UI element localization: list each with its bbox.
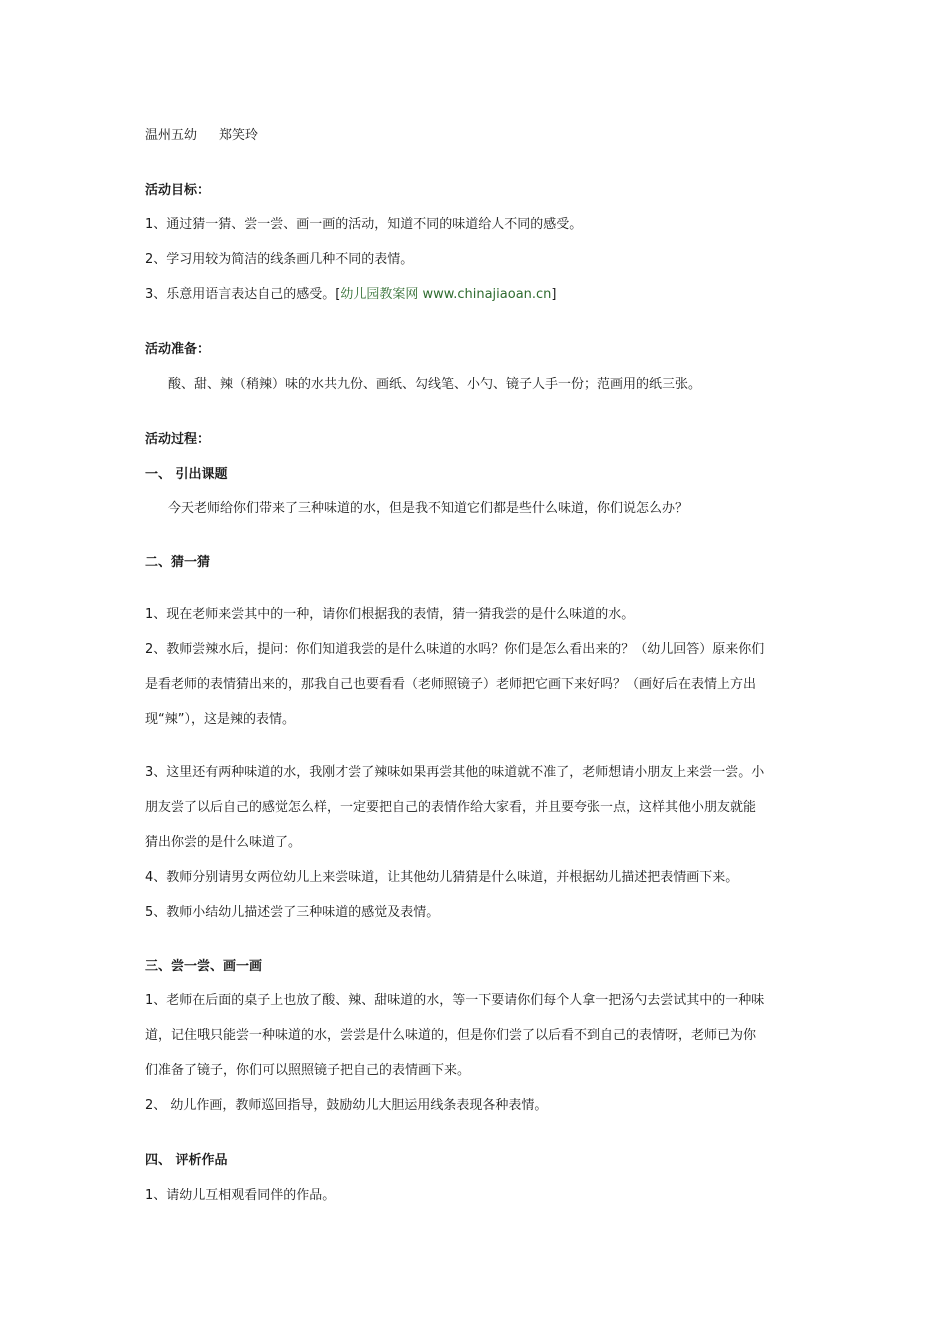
section-2-title: 二、猜一猜	[145, 555, 211, 570]
prep-text: 酸、甜、辣（稍辣）味的水共九份、画纸、勾线笔、小勺、镜子人手一份；范画用的纸三张。	[168, 377, 702, 392]
header-line	[145, 127, 258, 145]
process-heading: 活动过程：	[145, 432, 211, 447]
section-3-title: 三、尝一尝、画一画	[145, 959, 263, 974]
goal-item-2: 2、学习用较为简洁的线条画几种不同的表情。	[145, 252, 414, 267]
section-2-p2-line3: 现“辣”），这是辣的表情。	[145, 712, 295, 727]
site-link[interactable]	[340, 287, 551, 302]
section-2-p3-line3: 猜出你尝的是什么味道了。	[145, 835, 302, 850]
section-2-p5: 5、教师小结幼儿描述尝了三种味道的感觉及表情。	[145, 905, 440, 920]
goal-item-3	[145, 286, 557, 304]
site-link-name: 幼儿园教案网	[340, 287, 419, 302]
section-1-text: 今天老师给你们带来了三种味道的水，但是我不知道它们都是些什么味道，你们说怎么办？	[168, 501, 689, 516]
prep-heading: 活动准备：	[145, 342, 211, 357]
section-2-p2-line2: 是看老师的表情猜出来的，那我自己也要看看（老师照镜子）老师把它画下来好吗？（画好后在表情上方出	[145, 677, 757, 692]
site-link-url: www.chinajiaoan.cn	[418, 287, 552, 302]
goal-item-3-text: 3、乐意用语言表达自己的感受。	[145, 287, 336, 302]
link-bracket-close: ]	[551, 287, 557, 302]
section-4-p1: 1、请幼儿互相观看同伴的作品。	[145, 1188, 336, 1203]
school-name: 温州五幼	[145, 128, 198, 143]
section-2-p3-line2: 朋友尝了以后自己的感觉怎么样，一定要把自己的表情作给大家看，并且要夸张一点，这样其他小朋友就能	[145, 800, 757, 815]
section-2-p3-line1: 3、这里还有两种味道的水，我刚才尝了辣味如果再尝其他的味道就不准了，老师想请小朋友上来尝一尝。小	[145, 765, 765, 780]
goal-item-1: 1、通过猜一猜、尝一尝、画一画的活动，知道不同的味道给人不同的感受。	[145, 217, 583, 232]
author-name: 郑笑玲	[219, 128, 259, 143]
section-1-title: 一、 引出课题	[145, 467, 228, 482]
goals-heading: 活动目标：	[145, 183, 211, 198]
section-3-p1-line1: 1、老师在后面的桌子上也放了酸、辣、甜味道的水，等一下要请你们每个人拿一把汤勺去尝试其中的一种味	[145, 993, 765, 1008]
section-2-p1: 1、现在老师来尝其中的一种，请你们根据我的表情，猜一猜我尝的是什么味道的水。	[145, 607, 635, 622]
section-2-p2-line1: 2、教师尝辣水后，提问：你们知道我尝的是什么味道的水吗？你们是怎么看出来的？（幼儿回答）原来你们	[145, 642, 765, 657]
section-3-p1-line3: 们准备了镜子，你们可以照照镜子把自己的表情画下来。	[145, 1063, 471, 1078]
link-bracket-open: [	[335, 287, 341, 302]
section-3-p2: 2、 幼儿作画，教师巡回指导，鼓励幼儿大胆运用线条表现各种表情。	[145, 1098, 548, 1113]
section-2-p4: 4、教师分别请男女两位幼儿上来尝味道，让其他幼儿猜猜是什么味道，并根据幼儿描述把表情画下来。	[145, 870, 739, 885]
section-3-p1-line2: 道，记住哦只能尝一种味道的水，尝尝是什么味道的，但是你们尝了以后看不到自己的表情呀，老师已为你	[145, 1028, 757, 1043]
section-4-title: 四、 评析作品	[145, 1153, 228, 1168]
